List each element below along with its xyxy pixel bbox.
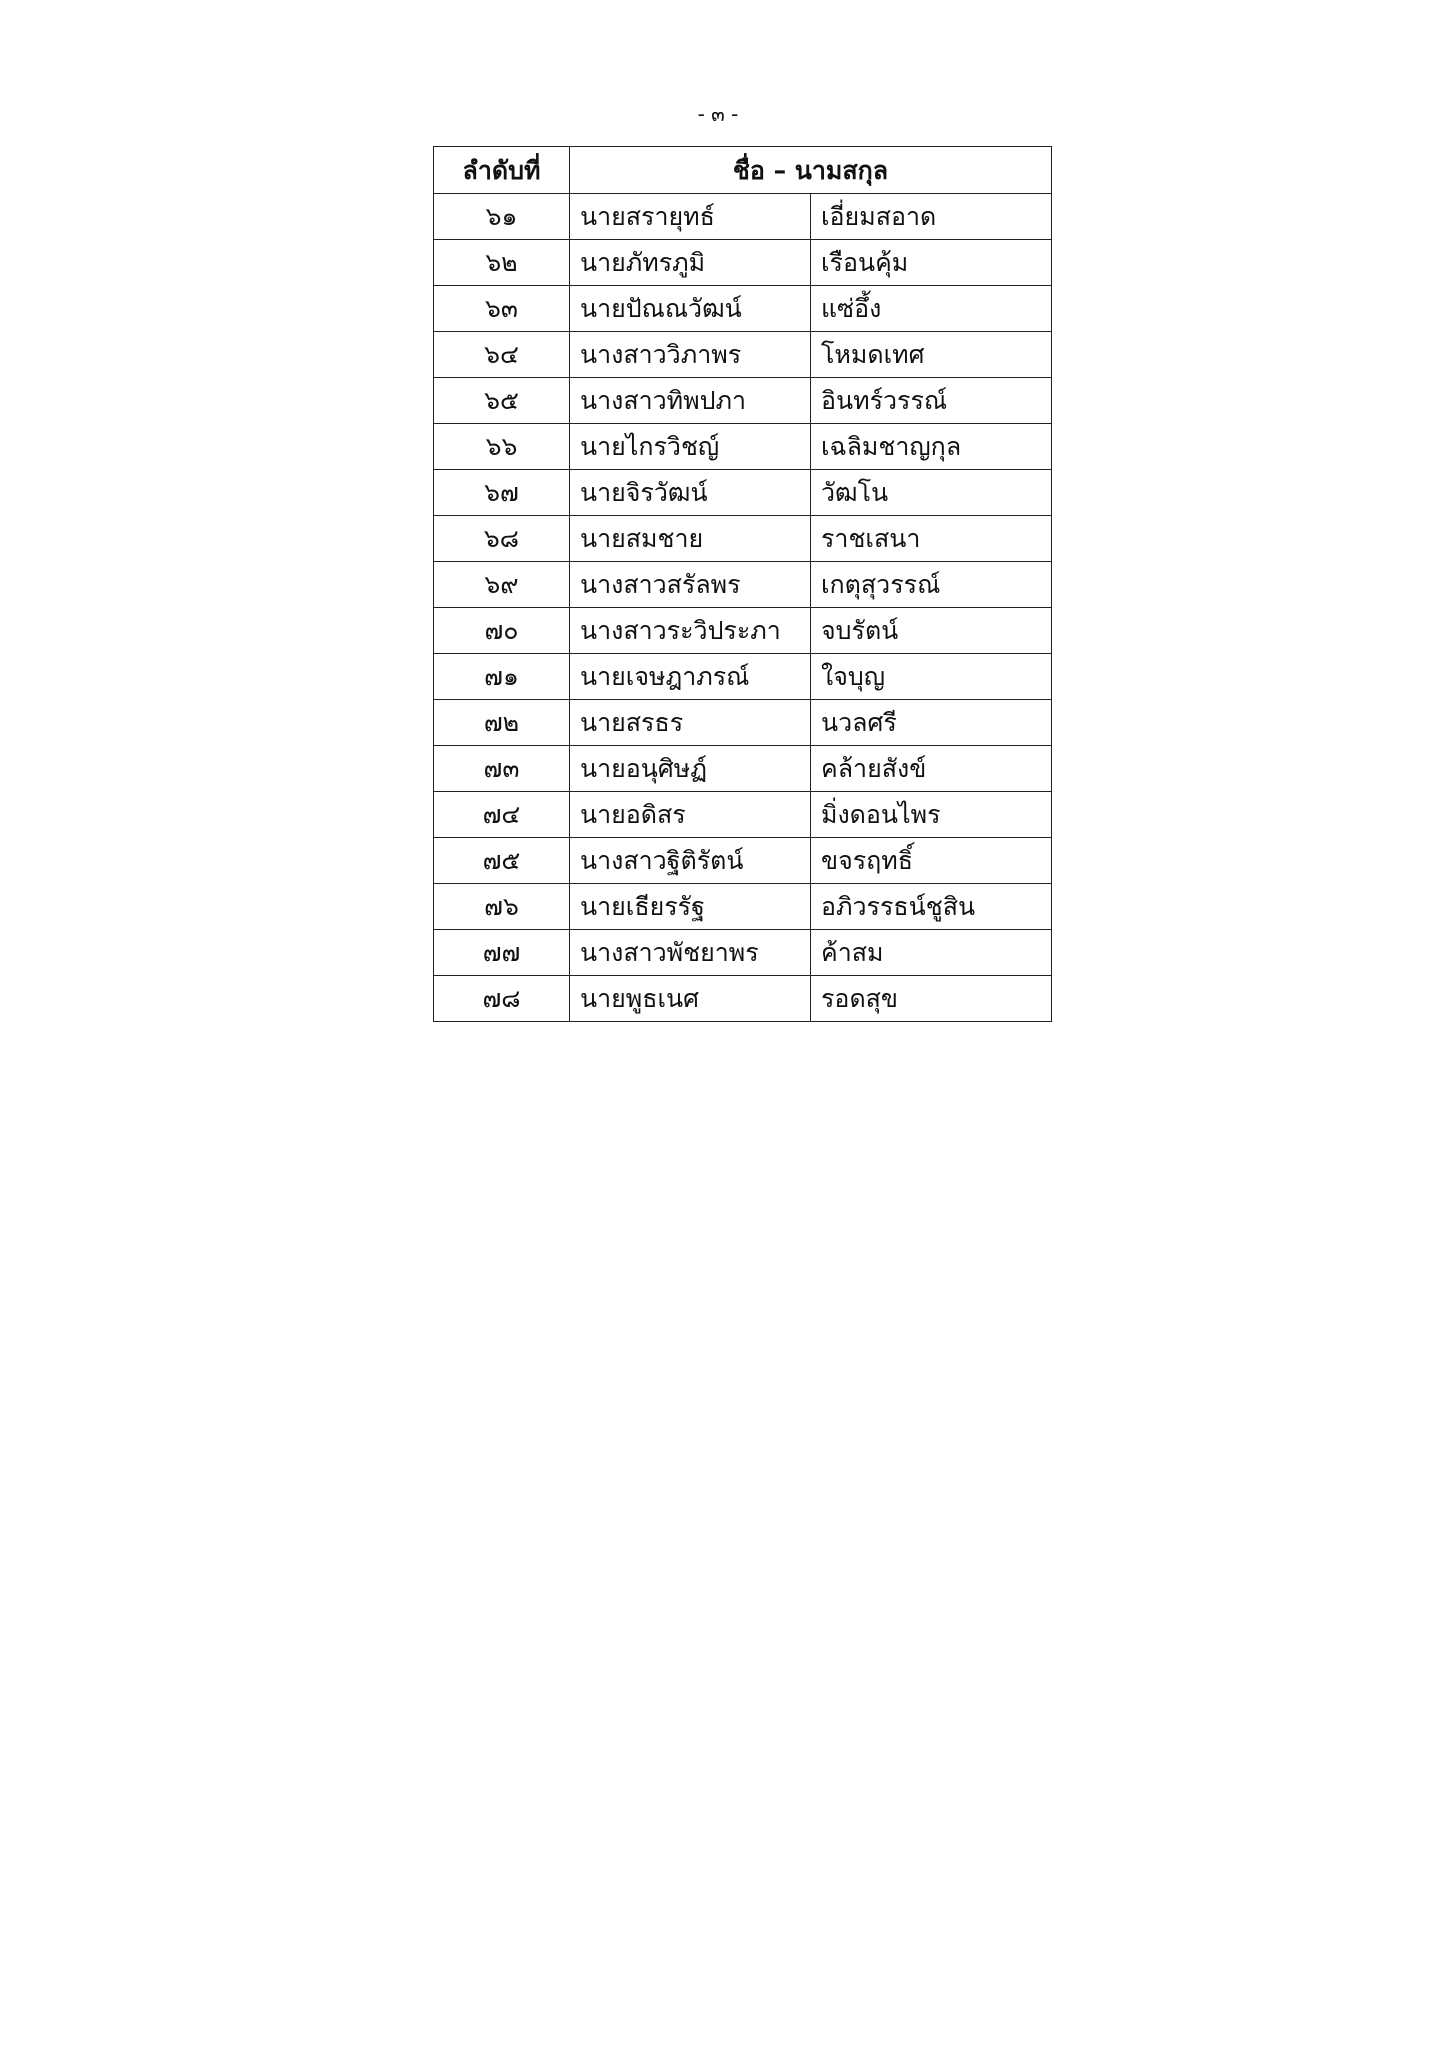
row-first-name: นายสมชาย	[570, 516, 811, 562]
row-last-name: ใจบุญ	[811, 654, 1052, 700]
table-row	[434, 700, 1052, 746]
table-row	[434, 746, 1052, 792]
row-first-name: นายเจษฎาภรณ์	[570, 654, 811, 700]
row-last-name: อินทร์วรรณ์	[811, 378, 1052, 424]
table-body	[434, 194, 1052, 1022]
table-row	[434, 240, 1052, 286]
row-first-name: นายสรธร	[570, 700, 811, 746]
row-first-name: นางสาวฐิติรัตน์	[570, 838, 811, 884]
name-roster-table	[433, 146, 1052, 1022]
table-row	[434, 424, 1052, 470]
row-last-name: อภิวรรธน์ชูสิน	[811, 884, 1052, 930]
row-last-name: มิ่งดอนไพร	[811, 792, 1052, 838]
row-first-name: นายสรายุทธ์	[570, 194, 811, 240]
row-number: ๖๕	[434, 378, 570, 424]
row-number: ๗๓	[434, 746, 570, 792]
row-last-name: เรือนคุ้ม	[811, 240, 1052, 286]
table-row	[434, 286, 1052, 332]
table-row	[434, 976, 1052, 1022]
row-first-name: นายอนุศิษฏ์	[570, 746, 811, 792]
row-first-name: นางสาวทิพปภา	[570, 378, 811, 424]
row-number: ๗๖	[434, 884, 570, 930]
table-row	[434, 194, 1052, 240]
row-number: ๖๒	[434, 240, 570, 286]
row-number: ๖๖	[434, 424, 570, 470]
row-first-name: นางสาวระวิประภา	[570, 608, 811, 654]
row-number: ๗๐	[434, 608, 570, 654]
row-number: ๖๘	[434, 516, 570, 562]
page-number: - ๓ -	[697, 102, 739, 126]
table-row	[434, 332, 1052, 378]
row-first-name: นายไกรวิชญ์	[570, 424, 811, 470]
row-number: ๗๕	[434, 838, 570, 884]
row-first-name: นายปัณณวัฒน์	[570, 286, 811, 332]
table-row	[434, 654, 1052, 700]
row-last-name: ราชเสนา	[811, 516, 1052, 562]
row-number: ๗๗	[434, 930, 570, 976]
row-last-name: แซ่อึ้ง	[811, 286, 1052, 332]
row-last-name: เกตุสุวรรณ์	[811, 562, 1052, 608]
row-number: ๖๔	[434, 332, 570, 378]
row-last-name: รอดสุข	[811, 976, 1052, 1022]
row-first-name: นายเธียรรัฐ	[570, 884, 811, 930]
row-last-name: ค้าสม	[811, 930, 1052, 976]
row-first-name: นายจิรวัฒน์	[570, 470, 811, 516]
row-last-name: จบรัตน์	[811, 608, 1052, 654]
row-number: ๖๙	[434, 562, 570, 608]
row-first-name: นายอดิสร	[570, 792, 811, 838]
row-number: ๗๒	[434, 700, 570, 746]
table-row	[434, 884, 1052, 930]
row-first-name: นางสาวพัชยาพร	[570, 930, 811, 976]
table-row	[434, 470, 1052, 516]
row-number: ๗๔	[434, 792, 570, 838]
row-number: ๖๑	[434, 194, 570, 240]
row-last-name: เฉลิมชาญกุล	[811, 424, 1052, 470]
table-row	[434, 792, 1052, 838]
row-number: ๖๓	[434, 286, 570, 332]
row-number: ๗๘	[434, 976, 570, 1022]
row-last-name: เอี่ยมสอาด	[811, 194, 1052, 240]
row-first-name: นายพูธเนศ	[570, 976, 811, 1022]
row-first-name: นางสาววิภาพร	[570, 332, 811, 378]
row-number: ๖๗	[434, 470, 570, 516]
table-row	[434, 838, 1052, 884]
row-number: ๗๑	[434, 654, 570, 700]
table-row	[434, 562, 1052, 608]
row-last-name: โหมดเทศ	[811, 332, 1052, 378]
row-last-name: วัฒโน	[811, 470, 1052, 516]
row-last-name: คล้ายสังข์	[811, 746, 1052, 792]
header-number: ลำดับที่	[434, 147, 570, 194]
table-row	[434, 516, 1052, 562]
row-first-name: นางสาวสรัลพร	[570, 562, 811, 608]
table-row	[434, 608, 1052, 654]
header-name: ชื่อ – นามสกุล	[570, 147, 1052, 194]
row-first-name: นายภัทรภูมิ	[570, 240, 811, 286]
table-header-row	[434, 147, 1052, 194]
row-last-name: นวลศรี	[811, 700, 1052, 746]
table-row	[434, 378, 1052, 424]
table-row	[434, 930, 1052, 976]
row-last-name: ขจรฤทธิ์	[811, 838, 1052, 884]
